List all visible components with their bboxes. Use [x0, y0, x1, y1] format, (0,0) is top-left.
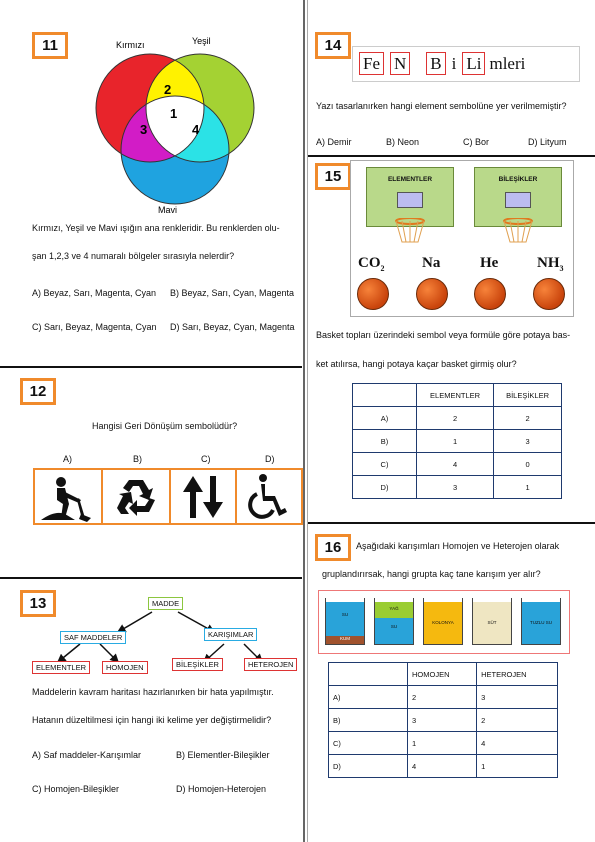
- basketball-1: [357, 278, 389, 310]
- table-cell-option: B): [353, 430, 417, 453]
- ball-symbol-co2: $CO_2$: [358, 255, 385, 273]
- table-header-cell: [329, 663, 408, 686]
- section-separator: [0, 366, 302, 368]
- up-down-arrows-icon: [171, 470, 235, 523]
- table-cell: 1: [417, 430, 494, 453]
- table-header-cell: HOMOJEN: [408, 663, 477, 686]
- table-cell-option: A): [353, 407, 417, 430]
- wheelchair-icon: [237, 470, 301, 523]
- basketball-3: [474, 278, 506, 310]
- concept-compounds: BİLEŞİKLER: [172, 658, 223, 671]
- q12-option-b-box[interactable]: [103, 470, 171, 523]
- beaker-salt-water: TUZLU SU: [521, 598, 561, 645]
- table-row[interactable]: [329, 709, 558, 732]
- table-cell: 4: [477, 732, 558, 755]
- basketball-2: [416, 278, 448, 310]
- beaker-oil-water: YAĞ SU: [374, 598, 414, 645]
- q15-text-line1: Basket topları üzerindeki sembol veya formüle göre potaya bas-: [316, 330, 571, 340]
- q13-option-b[interactable]: B) Elementler-Bileşikler: [176, 750, 270, 760]
- question-number-14: 14: [315, 32, 351, 59]
- table-cell-option: C): [329, 732, 408, 755]
- q11-option-c[interactable]: C) Sarı, Beyaz, Magenta, Cyan: [32, 322, 157, 332]
- table-cell: 4: [408, 755, 477, 778]
- q12-question: Hangisi Geri Dönüşüm sembolüdür?: [92, 421, 238, 431]
- table-row[interactable]: [353, 430, 562, 453]
- q13-option-d[interactable]: D) Homojen-Heterojen: [176, 784, 267, 794]
- q13-option-c[interactable]: C) Homojen-Bileşikler: [32, 784, 120, 794]
- concept-mixtures: KARIŞIMLAR: [204, 628, 257, 641]
- region-2: 2: [164, 82, 172, 97]
- table-cell-option: D): [353, 476, 417, 499]
- section-separator: [308, 522, 595, 524]
- word-part-b: B: [426, 52, 445, 75]
- table-cell: 1: [494, 476, 562, 499]
- ball-symbol-he: He: [480, 255, 499, 271]
- ball-symbol-na: Na: [422, 255, 441, 271]
- section-separator: [308, 155, 595, 157]
- table-header-row: [329, 663, 558, 686]
- q12-option-a-box[interactable]: [35, 470, 103, 523]
- q14-option-b[interactable]: B) Neon: [386, 137, 420, 147]
- color-venn-diagram: [80, 30, 260, 215]
- column-divider-2: [307, 0, 308, 842]
- concept-pure-substances: SAF MADDELER: [60, 631, 126, 644]
- worker-digging-icon: [35, 470, 101, 523]
- table-row[interactable]: [353, 407, 562, 430]
- table-header-row: [353, 384, 562, 407]
- table-cell-option: A): [329, 686, 408, 709]
- region-3: 3: [140, 122, 148, 137]
- table-cell: 2: [417, 407, 494, 430]
- q12-letter-a: A): [63, 454, 72, 464]
- q15-answer-table: [352, 383, 562, 499]
- table-cell: 3: [417, 476, 494, 499]
- q15-text-line2: ket atılırsa, hangi potaya kaçar basket girmiş olur?: [316, 359, 517, 369]
- q16-text-line1: Aşağıdaki karışımları Homojen ve Heterojen olarak: [356, 541, 560, 551]
- table-cell-option: B): [329, 709, 408, 732]
- table-cell: 1: [408, 732, 477, 755]
- question-number-15: 15: [315, 163, 351, 190]
- q12-symbol-row: [33, 468, 303, 525]
- table-cell: 0: [494, 453, 562, 476]
- region-1: 1: [170, 106, 178, 121]
- question-number-12: 12: [20, 378, 56, 405]
- q14-option-d[interactable]: D) Lityum: [528, 137, 567, 147]
- table-header-cell: BİLEŞİKLER: [494, 384, 562, 407]
- q13-option-a[interactable]: A) Saf maddeler-Karışımlar: [32, 750, 142, 760]
- label-blue: Mavi: [158, 205, 178, 215]
- table-header-cell: HETEROJEN: [477, 663, 558, 686]
- table-cell-option: C): [353, 453, 417, 476]
- word-part-i: i: [451, 54, 457, 73]
- table-row[interactable]: [329, 732, 558, 755]
- word-part-fe: Fe: [359, 52, 384, 75]
- table-row[interactable]: [353, 453, 562, 476]
- hoop-elements-label: ELEMENTLER: [387, 176, 433, 183]
- table-cell: 3: [477, 686, 558, 709]
- question-number-11: 11: [32, 32, 68, 59]
- q12-letter-b: B): [133, 454, 142, 464]
- q13-text-line2: Hatanın düzeltilmesi için hangi iki kelime yer değiştirmelidir?: [32, 715, 272, 725]
- column-divider: [303, 0, 305, 842]
- q11-option-b[interactable]: B) Beyaz, Sarı, Cyan, Magenta: [170, 288, 295, 298]
- q12-letter-c: C): [201, 454, 211, 464]
- ball-symbol-nh3: $NH_3$: [537, 255, 564, 273]
- hoop-net-left: [394, 218, 426, 244]
- concept-root: MADDE: [148, 597, 183, 610]
- label-green: Yeşil: [192, 36, 211, 46]
- hoop-net-right: [502, 218, 534, 244]
- table-header-cell: [353, 384, 417, 407]
- recycle-icon: [103, 470, 169, 523]
- section-separator: [0, 577, 302, 579]
- basketball-4: [533, 278, 565, 310]
- beaker-cologne: KOLONYA: [423, 598, 463, 645]
- q12-letter-d: D): [265, 454, 275, 464]
- word-part-n: N: [390, 52, 410, 75]
- q11-option-d[interactable]: D) Sarı, Beyaz, Cyan, Magenta: [170, 322, 295, 332]
- table-row[interactable]: [329, 755, 558, 778]
- concept-homogeneous: HOMOJEN: [102, 661, 148, 674]
- word-part-li: Li: [462, 52, 485, 75]
- region-4: 4: [192, 122, 200, 137]
- beaker-water-sand: SU KUM: [325, 598, 365, 645]
- table-cell: 3: [494, 430, 562, 453]
- q11-option-a[interactable]: A) Beyaz, Sarı, Magenta, Cyan: [32, 288, 157, 298]
- table-cell: 2: [494, 407, 562, 430]
- label-red: Kırmızı: [116, 40, 145, 50]
- q14-option-c[interactable]: C) Bor: [463, 137, 490, 147]
- element-word-puzzle: [352, 46, 580, 82]
- table-row[interactable]: [353, 476, 562, 499]
- q14-question: Yazı tasarlanırken hangi element sembolüne yer verilmemiştir?: [316, 101, 567, 111]
- table-header-cell: ELEMENTLER: [417, 384, 494, 407]
- table-cell: 2: [408, 686, 477, 709]
- table-row[interactable]: [329, 686, 558, 709]
- question-number-16: 16: [315, 534, 351, 561]
- beaker-milk: SÜT: [472, 598, 512, 645]
- concept-elements: ELEMENTLER: [32, 661, 90, 674]
- q16-text-line2: gruplandırırsak, hangi grupta kaç tane karışım yer alır?: [322, 569, 541, 579]
- table-cell: 3: [408, 709, 477, 732]
- table-cell-option: D): [329, 755, 408, 778]
- table-cell: 1: [477, 755, 558, 778]
- table-cell: 2: [477, 709, 558, 732]
- q14-option-a[interactable]: A) Demir: [316, 137, 352, 147]
- question-number-13: 13: [20, 590, 56, 617]
- concept-heterogeneous: HETEROJEN: [244, 658, 297, 671]
- q16-answer-table: [328, 662, 558, 778]
- q11-text-line2: şan 1,2,3 ve 4 numaralı bölgeler sırasıyla nelerdir?: [32, 251, 235, 261]
- word-part-mleri: mleri: [489, 54, 526, 73]
- q11-text-line1: Kırmızı, Yeşil ve Mavi ışığın ana renkleridir. Bu renklerden olu-: [32, 223, 280, 233]
- table-cell: 4: [417, 453, 494, 476]
- q12-option-c-box[interactable]: [171, 470, 237, 523]
- hoop-compounds-label: BİLEŞİKLER: [498, 176, 538, 183]
- q13-text-line1: Maddelerin kavram haritası hazırlanırken bir hata yapılmıştır.: [32, 687, 274, 697]
- q12-option-d-box[interactable]: [237, 470, 301, 523]
